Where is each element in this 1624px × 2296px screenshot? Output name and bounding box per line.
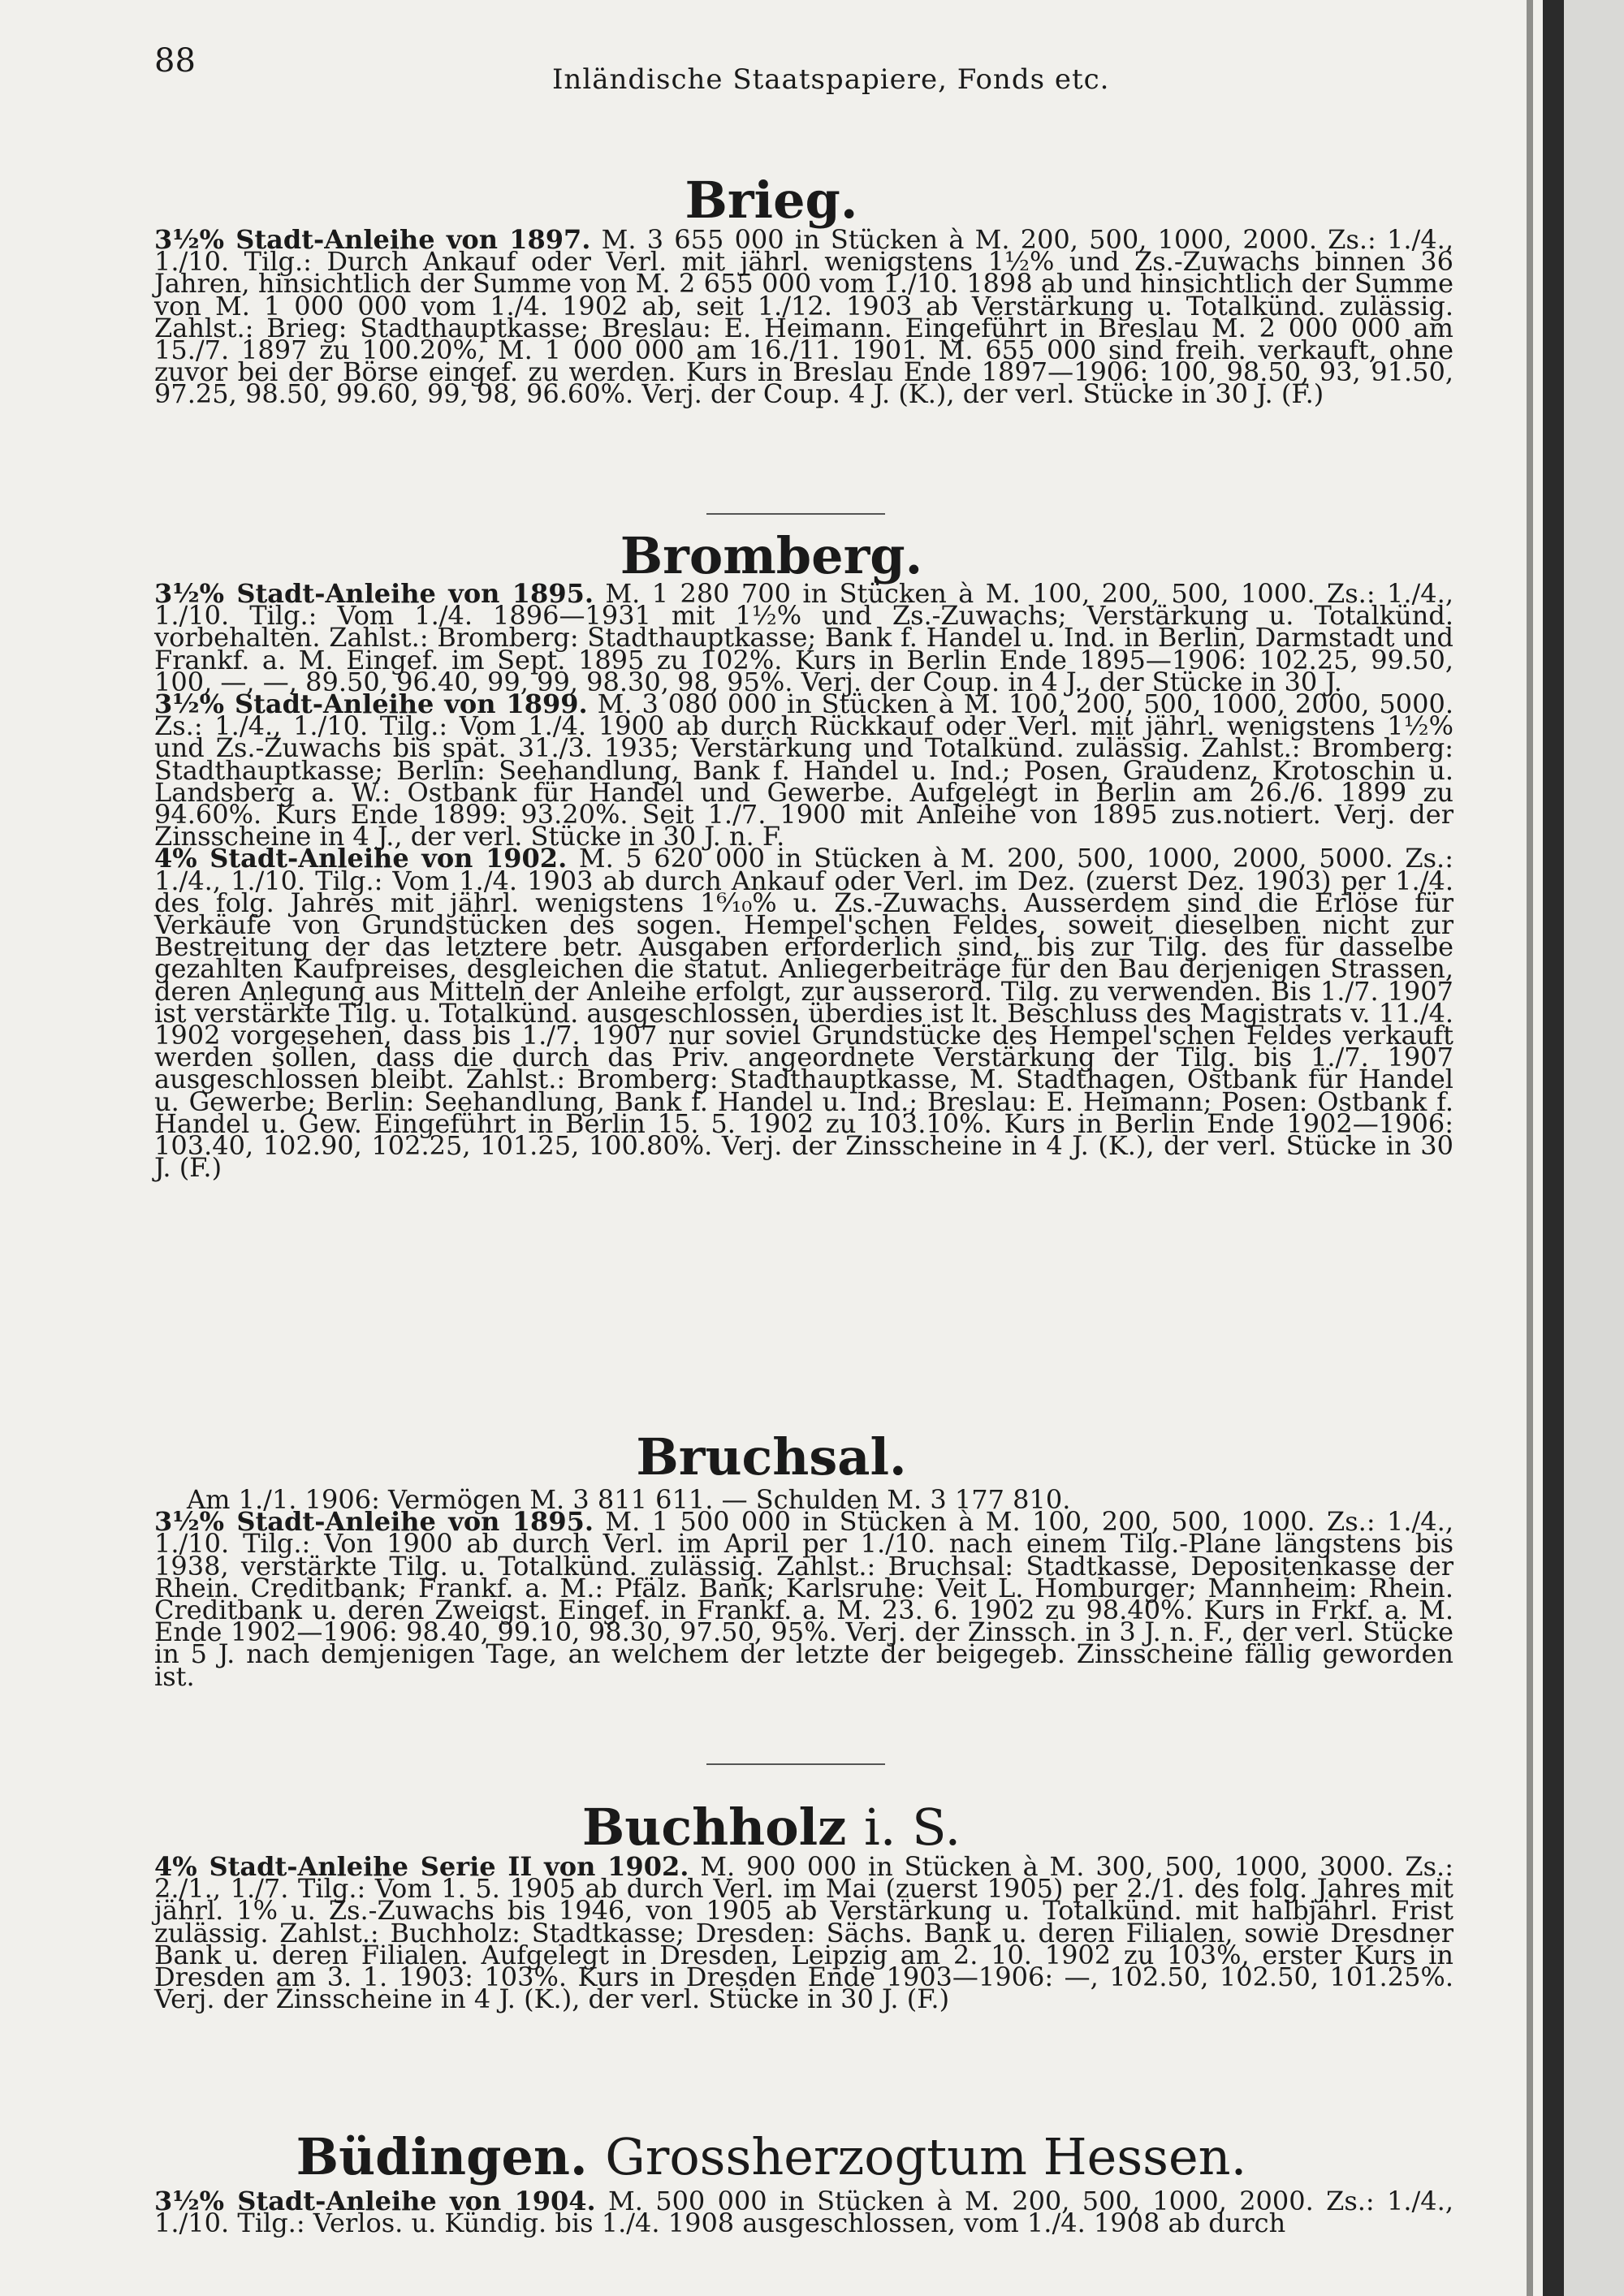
issue-text: M. 500 000 in Stücken à M. 200, 500, 1000, 2000. Zs.: 1./4., 1./10. Tilg.: Verlos. u. Kündig. bis 1./4. 1908 ausgeschlossen, vom 1./4. 1908 ab durch: [154, 2186, 1454, 2239]
section-divider: [706, 1763, 885, 1765]
section-title-bromberg: [0, 526, 1543, 585]
paragraph: [89, 843, 1454, 1184]
page-gutter-shadow: [1527, 0, 1533, 2296]
issue-text: M. 1 500 000 in Stücken à M. 100, 200, 500, 1000. Zs.: 1./4., 1./10. Tilg.: Von 1900 ab durch Verl. im April per 1./10. nach einem Tilg.-Plane längstens bis 1938, verstärkte Tilg. u. Totalkünd. zulässig. Zahlst.: Bruchsal: Stadtkasse, Depositenkasse der Rhein. Creditbank; Frankf. a. M.: Pfälz. Bank; Karlsruhe: Veit L. Homburger; Mannheim: Rhein. Creditbank u. deren Zweigst. Eingef. in Frankf. a. M. 23. 6. 1902 zu 98.40%. Kurs in Frkf. a. M. Ende 1902—1906: 98.40, 99.10, 98.30, 97.50, 95%. Verj. der Zinssch. in 3 J. n. F., der verl. Stücke in 5 J. nach demjenigen Tage, an welchem der letzte der beigegeb. Zinsscheine fällig geworden ist.: [154, 1506, 1453, 1692]
section-subtitle: Grossherzogtum Hessen.: [605, 2127, 1247, 2186]
paragraph: [89, 1506, 1453, 1692]
running-title: Inländische Staatspapiere, Fonds etc.: [552, 63, 1110, 96]
issue-lead: 4% Stadt-Anleihe Serie II von 1902.: [154, 1851, 689, 1882]
financial-summary: Am 1./1. 1906: Vermögen M. 3 811 611. — Schulden M. 3 177 810.: [187, 1484, 1071, 1515]
section-title-buedingen: [0, 2127, 1543, 2186]
section-title-bruchsal: [0, 1427, 1543, 1487]
section-divider: [706, 513, 885, 515]
section-title: Bromberg.: [620, 526, 923, 585]
issue-lead: 3½% Stadt-Anleihe von 1897.: [154, 224, 591, 255]
issue-lead: 4% Stadt-Anleihe von 1902.: [154, 843, 568, 874]
issue-text: M. 3 080 000 in Stücken à M. 100, 200, 500, 1000, 2000, 5000. Zs.: 1./4., 1./10. Tilg.: Vom 1./4. 1900 ab durch Rückkauf oder Verl. mit jährl. wenigstens 1½% und Zs.-Zuwachs bis spät. 31./3. 1935; Verstärkung und Totalkünd. zulässig. Zahlst.: Bromberg: Stadthauptkasse; Berlin: Seehandlung, Bank f. Handel u. Ind.; Posen, Graudenz, Krotoschin u. Landsberg a. W.: Ostbank für Handel und Gewerbe. Aufgelegt in Berlin am 26./6. 1899 zu 94.60%. Kurs Ende 1899: 93.20%. Seit 1./7. 1900 mit Anleihe von 1895 zus.notiert. Verj. der Zinsscheine in 4 J., der verl. Stücke in 30 J. n. F.: [154, 688, 1454, 852]
section-title-buchholz: [0, 1798, 1543, 1857]
section-subtitle: i. S.: [863, 1798, 961, 1857]
section-bromberg: [89, 578, 1454, 1184]
paragraph: [89, 1851, 1454, 2015]
section-title: Bruchsal.: [636, 1427, 907, 1487]
section-brieg: [89, 224, 1454, 410]
paragraph: [89, 224, 1454, 410]
issue-lead: 3½% Stadt-Anleihe von 1904.: [154, 2186, 596, 2216]
section-buchholz: [89, 1851, 1454, 2015]
issue-lead: 3½% Stadt-Anleihe von 1895.: [154, 1506, 594, 1538]
issue-text: M. 3 655 000 in Stücken à M. 200, 500, 1000, 2000. Zs.: 1./4., 1./10. Tilg.: Durch Ankauf oder Verl. mit jährl. wenigstens 1½% und Zs.-Zuwachs binnen 36 Jahren, hinsichtlich der Summe von M. 2 655 000 vom 1./10. 1898 ab und hinsichtlich der Summe von M. 1 000 000 vom 1./4. 1902 ab, seit 1./12. 1903 ab Verstärkung u. Totalkünd. zulässig. Zahlst.: Brieg: Stadthauptkasse; Breslau: E. Heimann. Eingeführt in Breslau M. 2 000 000 am 15./7. 1897 zu 100.20%, M. 1 000 000 am 16./11. 1901. M. 655 000 sind freih. verkauft, ohne zuvor bei der Börse eingef. zu werden. Kurs in Breslau Ende 1897—1906: 100, 98.50, 93, 91.50, 97.25, 98.50, 99.60, 99, 98, 96.60%. Verj. der Coup. 4 J. (K.), der verl. Stücke in 30 J. (F.): [154, 224, 1454, 410]
issue-lead: 3½% Stadt-Anleihe von 1895.: [154, 578, 594, 609]
section-title: Brieg.: [685, 170, 858, 230]
paragraph: [89, 578, 1453, 697]
paragraph: [89, 688, 1454, 852]
section-bruchsal: [89, 1484, 1453, 1692]
section-buedingen: [89, 2186, 1454, 2239]
section-title: Büdingen.: [296, 2127, 588, 2186]
section-title: Buchholz: [581, 1798, 847, 1857]
issue-text: M. 900 000 in Stücken à M. 300, 500, 1000, 3000. Zs.: 2./1., 1./7. Tilg.: Vom 1. 5. 1905 ab durch Verl. im Mai (zuerst 1905) per 2./1. des folg. Jahres mit jährl. 1% u. Zs.-Zuwachs bis 1946, von 1905 ab Verstärkung u. Totalkünd. mit halbjährl. Frist zulässig. Zahlst.: Buchholz: Stadtkasse; Dresden: Sächs. Bank u. deren Filialen, sowie Dresdner Bank u. deren Filialen. Aufgelegt in Dresden, Leipzig am 2. 10. 1902 zu 103%, erster Kurs in Dresden am 3. 1. 1903: 103%. Kurs in Dresden Ende 1903—1906: —, 102.50, 102.50, 101.25%. Verj. der Zinsscheine in 4 J. (K.), der verl. Stücke in 30 J. (F.): [154, 1851, 1454, 2015]
book-spine: [1543, 0, 1564, 2296]
issue-lead: 3½% Stadt-Anleihe von 1899.: [154, 688, 588, 720]
paragraph: [89, 2186, 1454, 2239]
issue-text: M. 5 620 000 in Stücken à M. 200, 500, 1000, 2000, 5000. Zs.: 1./4., 1./10. Tilg.: Vom 1./4. 1903 ab durch Ankauf oder Verl. im Dez. (zuerst Dez. 1903) per 1./4. des folg. Jahres mit jährl. wenigstens 1⁶⁄₁₀% u. Zs.-Zuwachs. Ausserdem sind die Erlöse für Verkäufe von Grundstücken des sogen. Hempel'schen Feldes, soweit dieselben nicht zur Bestreitung der das letztere betr. Ausgaben erforderlich sind, bis zur Tilg. des für dasselbe gezahlten Kaufpreises, desgleichen die statut. Anliegerbeiträge für den Bau derjenigen Strassen, deren Anlegung aus Mitteln der Anleihe erfolgt, zur ausserord. Tilg. zu verwenden. Bis 1./7. 1907 ist verstärkte Tilg. u. Totalkünd. ausgeschlossen, überdies ist lt. Beschluss des Magistrats v. 11./4. 1902 vorgesehen, dass bis 1./7. 1907 nur soviel Grundstücke des Hempel'schen Feldes verkauft werden sollen, dass die durch das Priv. angeordnete Verstärkung der Tilg. bis 1./7. 1907 ausgeschlossen bleibt. Zahlst.: Bromberg: Stadthauptkasse, M. Stadthagen, Ostbank für Handel u. Gewerbe; Berlin: Seehandlung, Bank f. Handel u. Ind.; Breslau: E. Heimann; Posen: Ostbank f. Handel u. Gew. Eingeführt in Berlin 15. 5. 1902 zu 103.10%. Kurs in Berlin Ende 1902—1906: 103.40, 102.90, 102.25, 101.25, 100.80%. Verj. der Zinsscheine in 4 J. (K.), der verl. Stücke in 30 J. (F.): [154, 843, 1454, 1184]
issue-text: M. 1 280 700 in Stücken à M. 100, 200, 500, 1000. Zs.: 1./4., 1./10. Tilg.: Vom 1./4. 1896—1931 mit 1½% und Zs.-Zuwachs; Verstärkung u. Totalkünd. vorbehalten. Zahlst.: Bromberg: Stadthauptkasse; Bank f. Handel u. Ind. in Berlin, Darmstadt und Frankf. a. M. Eingef. im Sept. 1895 zu 102%. Kurs in Berlin Ende 1895—1906: 102.25, 99.50, 100, —, —, 89.50, 96.40, 99, 99, 98.30, 98, 95%. Verj. der Coup. in 4 J., der Stücke in 30 J.: [154, 578, 1453, 697]
page-number: 88: [154, 42, 196, 80]
section-title-brieg: [0, 170, 1543, 230]
scan-margin: [1564, 0, 1624, 2296]
